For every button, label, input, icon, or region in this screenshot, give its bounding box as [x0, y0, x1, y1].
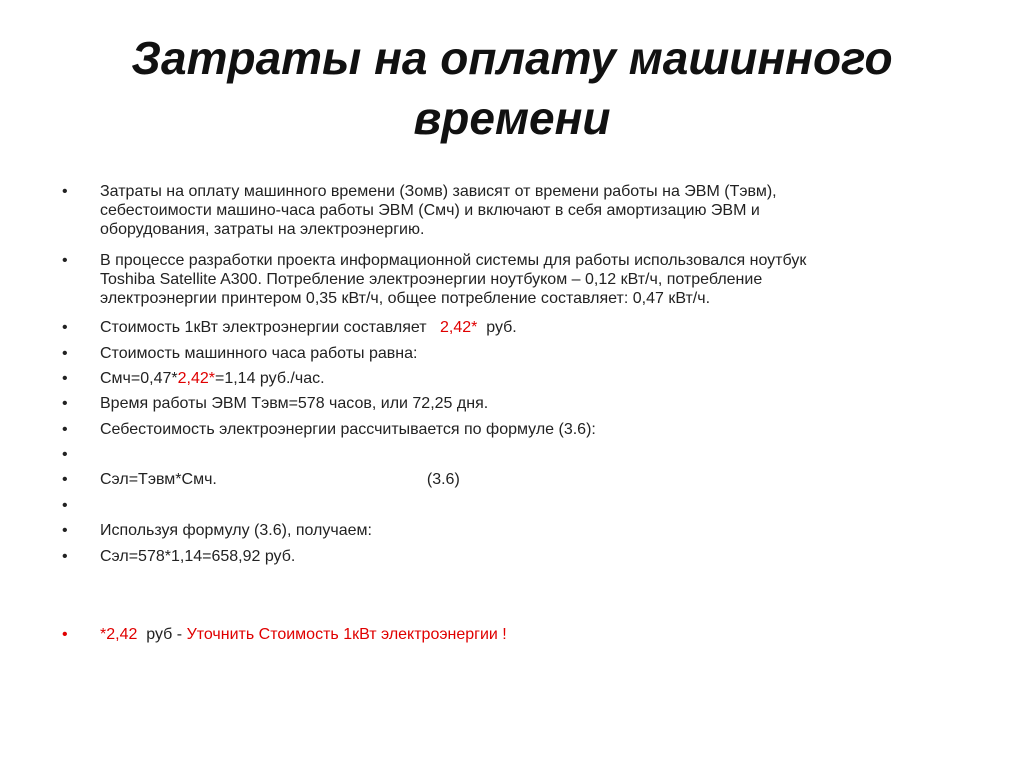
bullet-text: Смч=0,47* — [100, 370, 178, 387]
note-unit: руб - — [146, 626, 183, 643]
bullet-note — [100, 625, 980, 644]
bullet-text: Стоимость 1кВт электроэнергии составляет — [100, 319, 427, 336]
note-warning: Уточнить Стоимость 1кВт электроэнергии ! — [186, 626, 507, 643]
bullet-result — [100, 547, 980, 566]
bullet-text-line: электроэнергии принтером 0,35 кВт/ч, общее потребление составляет: 0,47 кВт/ч. — [100, 290, 711, 307]
bullet-formula-intro — [100, 420, 980, 439]
bullet-text-line: себестоимости машино-часа работы ЭВМ (Смч) и включают в себя амортизацию ЭВМ и — [100, 202, 760, 219]
bullet-text-line: оборудования, затраты на электроэнергию. — [100, 221, 425, 238]
slide-title-line-2: времени — [413, 92, 611, 144]
bullet-work-time — [100, 394, 980, 413]
bullet-cost-dependency — [100, 182, 980, 239]
slide-title-line-1: Затраты на оплату машинного — [131, 32, 893, 84]
bullet-text-line: • Затраты на оплату машинного времени (Зомв) зависят от времени работы на ЭВМ (Тэвм), — [100, 183, 777, 200]
bullet-text-line: • В процессе разработки проекта информационной системы для работы использовался ноутбук — [100, 252, 807, 269]
bullet-text: Используя формулу (3.6), получаем: — [100, 522, 372, 539]
bullet-smch-formula — [100, 369, 980, 388]
bullet-text: Время работы ЭВМ Тэвм=578 часов, или 72,25 дня. — [100, 395, 489, 412]
bullet-text-line: Toshiba Satellite A300. Потребление электроэнергии ноутбуком – 0,12 кВт/ч, потребление — [100, 271, 763, 288]
formula-number: (3.6) — [426, 471, 460, 488]
bullet-text: Сэл=578*1,14=658,92 руб. — [100, 548, 296, 565]
bullet-kwh-price — [100, 318, 980, 337]
bullet-text: Стоимость машинного часа работы равна: — [100, 345, 418, 362]
bullet-formula — [100, 470, 980, 489]
bullet-text: руб. — [486, 319, 517, 336]
bullet-text: =1,14 руб./час. — [214, 370, 325, 387]
bullet-using-formula — [100, 521, 980, 540]
note-price: *2,42 — [100, 626, 138, 643]
bullet-machine-hour-cost — [100, 344, 980, 363]
formula-text: Сэл=Тэвм*Смч. — [100, 471, 217, 488]
price-highlight: 2,42* — [177, 370, 215, 387]
price-highlight: 2,42* — [439, 319, 478, 336]
bullet-text: Себестоимость электроэнергии рассчитывается по формуле (3.6): — [100, 421, 596, 438]
bullet-power-consumption — [100, 251, 980, 308]
